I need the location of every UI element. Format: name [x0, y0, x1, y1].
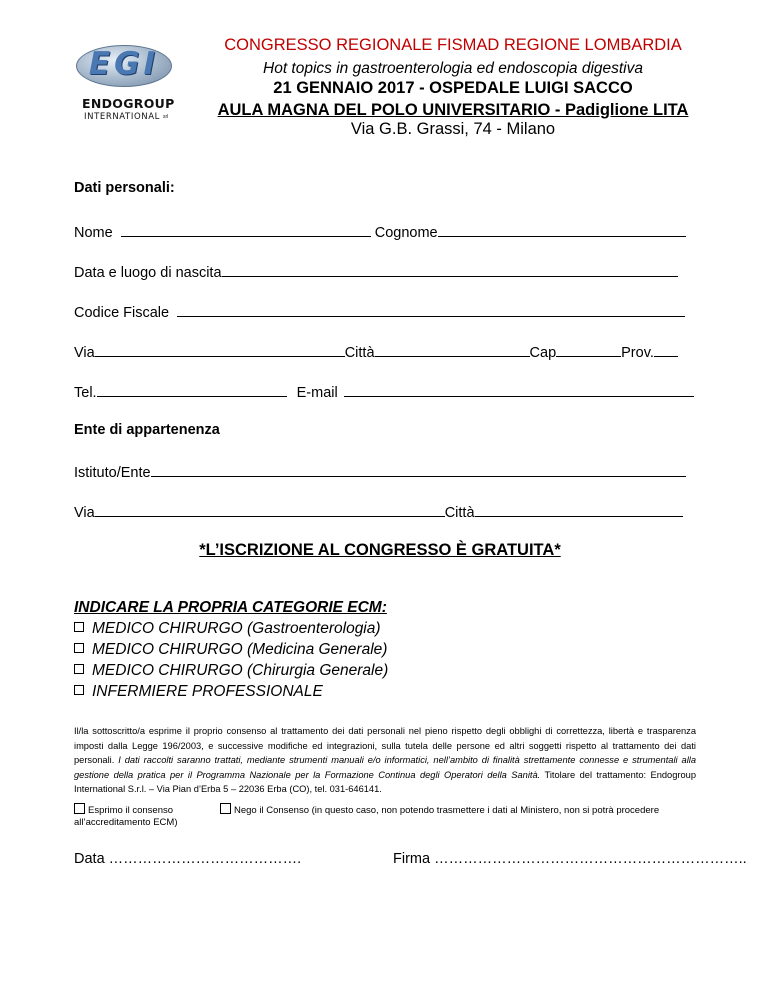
ente-via-label: Via — [74, 505, 95, 521]
free-registration-notice: *L’ISCRIZIONE AL CONGRESSO È GRATUITA* — [199, 541, 561, 559]
personal-heading: Dati personali: — [74, 180, 175, 196]
ecm-option[interactable] — [74, 641, 387, 659]
ecm-option-label: MEDICO CHIRURGO (Gastroenterologia) — [92, 620, 381, 637]
congress-subtitle: Hot topics in gastroenterologia ed endoscopia digestiva — [263, 60, 643, 77]
logo-mark: EGI — [88, 46, 160, 82]
citta-label: Città — [344, 345, 375, 361]
cap-field[interactable] — [556, 342, 621, 357]
ente-citta-label: Città — [444, 505, 475, 521]
logo-suffix: srl — [163, 114, 169, 120]
via-row — [74, 342, 678, 361]
checkbox-icon[interactable] — [74, 622, 84, 632]
citta-field[interactable] — [375, 342, 530, 357]
consent-agree-continuation: all’accreditamento ECM) — [74, 817, 178, 828]
checkbox-icon[interactable] — [74, 803, 85, 814]
logo-subname: INTERNATIONAL — [84, 112, 160, 122]
tel-label: Tel. — [74, 385, 97, 401]
ecm-heading: INDICARE LA PROPRIA CATEGORIE ECM: — [74, 599, 387, 616]
email-field[interactable] — [344, 382, 694, 397]
cognome-label: Cognome — [374, 225, 438, 241]
nascita-label: Data e luogo di nascita — [74, 265, 222, 281]
consent-deny-option[interactable] — [220, 803, 659, 816]
nome-label: Nome — [74, 225, 113, 241]
tel-field[interactable] — [97, 382, 287, 397]
istituto-field[interactable] — [151, 462, 686, 477]
email-label: E-mail — [296, 385, 338, 401]
congress-date-place: 21 GENNAIO 2017 - OSPEDALE LUIGI SACCO — [273, 79, 633, 97]
ente-via-field[interactable] — [95, 502, 445, 517]
via-label: Via — [74, 345, 95, 361]
congress-address: Via G.B. Grassi, 74 - Milano — [350, 120, 556, 138]
nascita-field[interactable] — [222, 262, 678, 277]
checkbox-icon[interactable] — [74, 685, 84, 695]
privacy-consent-text — [74, 724, 696, 797]
contact-row — [74, 382, 694, 401]
nome-row — [74, 222, 686, 241]
ente-heading: Ente di appartenenza — [74, 422, 220, 438]
ecm-option[interactable] — [74, 620, 381, 638]
congress-title: CONGRESSO REGIONALE FISMAD REGIONE LOMBARDIA — [224, 36, 682, 54]
nascita-row — [74, 262, 678, 281]
ecm-option[interactable] — [74, 683, 323, 701]
consent-text-main: Il/la sottoscritto/a esprime il proprio consenso al trattamento dei dati personali nel pieno rispetto degli obblighi di correttezza, libertà e trasparenza imposti dalla Legge 196/2003, e successive modifiche ed integrazioni, sulla tutela delle persone ed altri soggetti rispetto al trattamento dei dati personali. — [74, 726, 696, 766]
consent-agree-option[interactable] — [74, 803, 173, 816]
consent-text-holder: Titolare del trattamento: Endogroup International S.r.l. – Via Pian d’Erba 5 – 22036 Erba (CO), tel. 031-646141. — [74, 769, 696, 795]
consent-text-italic: I dati raccolti saranno trattati, mediante strumenti manuali e/o informatici, nell’ambito di finalità strettamente connesse e strumentali alla gestione della pratica per il Programma Nazionale per la Formazione Continua degli Operatori della Sanità. — [74, 755, 697, 780]
via-field[interactable] — [95, 342, 345, 357]
ecm-option-label: MEDICO CHIRURGO (Chirurgia Generale) — [92, 662, 389, 679]
istituto-label: Istituto/Ente — [74, 465, 151, 481]
istituto-row — [74, 462, 686, 481]
date-signature-field[interactable]: Data …………………………………. — [74, 851, 302, 867]
prov-field[interactable] — [654, 342, 678, 357]
prov-label: Prov. — [621, 345, 654, 361]
checkbox-icon[interactable] — [74, 664, 84, 674]
checkbox-icon[interactable] — [220, 803, 231, 814]
congress-venue: AULA MAGNA DEL POLO UNIVERSITARIO - Padiglione LITA — [217, 101, 689, 119]
logo-name: ENDOGROUP — [82, 96, 175, 111]
codice-fiscale-label: Codice Fiscale — [74, 305, 170, 321]
codice-fiscale-row — [74, 302, 685, 321]
consent-agree-label: Esprimo il consenso — [88, 805, 174, 816]
consent-deny-label: Nego il Consenso (in questo caso, non potendo trasmettere i dati al Ministero, non si potrà procedere — [234, 805, 660, 816]
ecm-option-label: MEDICO CHIRURGO (Medicina Generale) — [92, 641, 388, 658]
codice-fiscale-field[interactable] — [177, 302, 685, 317]
ente-via-row — [74, 502, 683, 521]
firma-signature-field[interactable]: Firma ……………………………………………………….. — [393, 851, 747, 867]
cap-label: Cap — [529, 345, 557, 361]
checkbox-icon[interactable] — [74, 643, 84, 653]
cognome-field[interactable] — [438, 222, 686, 237]
ecm-option[interactable] — [74, 662, 388, 680]
ente-citta-field[interactable] — [475, 502, 683, 517]
ecm-option-label: INFERMIERE PROFESSIONALE — [92, 683, 323, 700]
nome-field[interactable] — [121, 222, 371, 237]
